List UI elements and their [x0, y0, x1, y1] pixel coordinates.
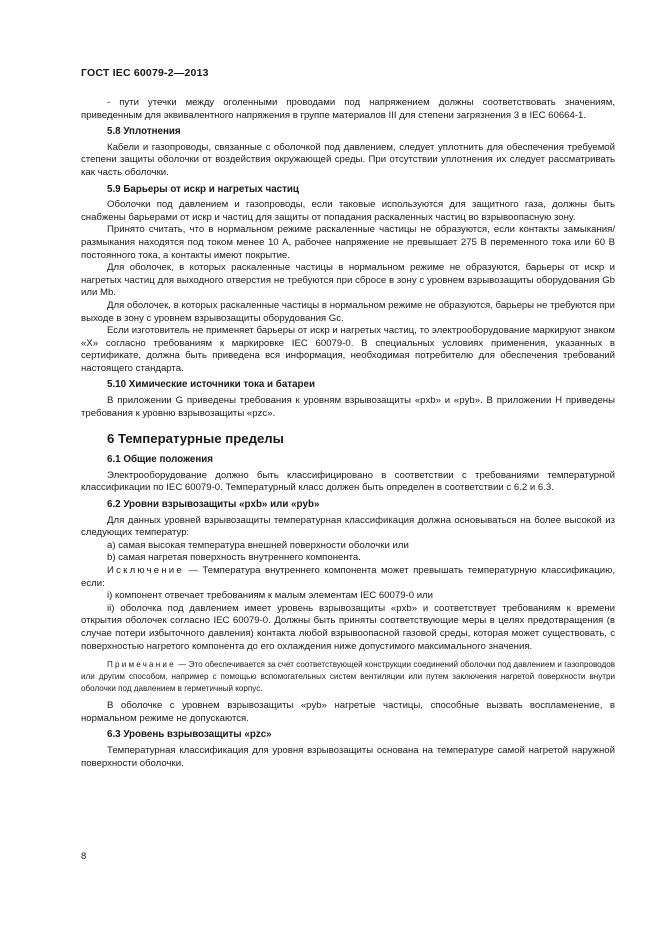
list-item: i) компонент отвечает требованиям к малым элементам IEC 60079-0 или: [107, 590, 434, 602]
note-paragraph: [81, 659, 615, 695]
paragraph: Для оболочек, в которых раскаленные частицы в нормальном режиме не образуются, барьеры от искр и нагретых частиц для выходного отверстия не требуются при сбросе в зону с уровнем взрывозащиты оборудования Gb или Mb.: [81, 262, 615, 299]
paragraph: Электрооборудование должно быть классифицировано в соответствии с требованиями температурной классификации по IEC 60079-0. Температурный класс должен быть определен в соответствии с 6.2 и 6.3.: [81, 469, 615, 494]
paragraph: Оболочки под давлением и газопроводы, если таковые используются для защитного газа, должны быть снабжены барьерами от искр и частиц для защиты от попадания раскаленных частиц во взрывоопасную зону.: [81, 199, 615, 223]
exception-text: — Температура внутреннего компонента может превышать температурную классификацию, если:: [81, 565, 615, 589]
section-heading-5-9: 5.9 Барьеры от искр и нагретых частиц: [107, 183, 299, 195]
paragraph: - пути утечки между оголенными проводами под напряжением должны соответствовать значениям, приведенным для эквивалентного напряжения в группе материалов III для степени загрязнения 3 в IEC 60664-1.: [81, 97, 615, 121]
paragraph: В оболочке с уровнем взрывозащиты «pyb» нагретые частицы, способные вызвать воспламенение, в нормальном режиме не допускаются.: [81, 700, 615, 724]
section-heading-6-2: 6.2 Уровни взрывозащиты «pxb» или «pyb»: [107, 499, 320, 511]
note-label: Примечание: [107, 660, 176, 670]
list-item: b) самая нагретая поверхность внутреннего компонента.: [107, 552, 361, 564]
list-item-paragraph: ii) оболочка под давлением имеет уровень взрывозащиты «pxb» и соответствует требованиям к времени открытия оболочек согласно IEC 60079-0. Должны быть приняты соответствующие меры в целях предотвращения (в случае потери избыточного давления) контакта любой взрывоопасной газовой среды, которая может существовать, с поверхностью нагретого компонента до его охлаждения ниже допустимого максимального значения.: [81, 602, 615, 652]
section-heading-5-10: 5.10 Химические источники тока и батареи: [107, 379, 315, 391]
chapter-heading-6: 6 Температурные пределы: [107, 431, 284, 447]
document-header: ГОСТ IEC 60079-2—2013: [81, 67, 209, 79]
section-heading-6-3: 6.3 Уровень взрывозащиты «pzc»: [107, 729, 272, 741]
page-number: 8: [81, 851, 87, 862]
section-heading-5-8: 5.8 Уплотнения: [107, 126, 181, 138]
exception-label: Исключение: [107, 565, 184, 576]
paragraph: Кабели и газопроводы, связанные с оболочкой под давлением, следует уплотнить для обеспечения требуемой степени защиты оболочки от воздействия окружающей среды. При отсутствии уплотнения их следует рассматривать как часть оболочки.: [81, 141, 615, 178]
paragraph: Если изготовитель не применяет барьеры от искр и нагретых частиц, то электрооборудование маркируют знаком «Х» согласно требованиям к маркировке IEC 60079-0. В специальных условиях применения, указанных в сертификате, должна быть приведена вся информация, необходимая потребителю для обеспечения требований настоящего стандарта.: [81, 325, 615, 374]
document-body: [81, 97, 615, 770]
paragraph: Для данных уровней взрывозащиты температурная классификация должна основываться на более высокой из следующих температур:: [81, 514, 615, 539]
paragraph: Для оболочек, в которых раскаленные частицы в нормальном режиме не образуются, барьеры не требуются при выходе в зону с уровнем взрывозащиты оборудования Gc.: [81, 299, 615, 324]
exception-paragraph: [81, 565, 615, 590]
paragraph: В приложении G приведены требования к уровням взрывозащиты «pxb» и «pyb». В приложении H приведены требования к уровню взрывозащиты «pzc».: [81, 395, 615, 419]
paragraph: Температурная классификация для уровня взрывозащиты основана на температуре самой нагретой наружной поверхности оболочки.: [81, 744, 615, 769]
note-text: — Это обеспечивается за счет соответствующей конструкции соединений оболочки под давлением и газопроводов или другим способом, например с помощью вспомогательных систем вентиляции или путем заключения нагретой поверхности внутри оболочки под давлением в герметичный корпус.: [81, 660, 616, 694]
paragraph: Принято считать, что в нормальном режиме раскаленные частицы не образуются, если контакты замыкания/размыкания находятся под током менее 10 А, рабочее напряжение не превышает 275 В переменного тока или 60 В постоянного тока, а контакты имеют покрытие.: [81, 224, 615, 261]
list-item: a) самая высокая температура внешней поверхности оболочки или: [107, 539, 409, 551]
section-heading-6-1: 6.1 Общие положения: [107, 454, 214, 466]
